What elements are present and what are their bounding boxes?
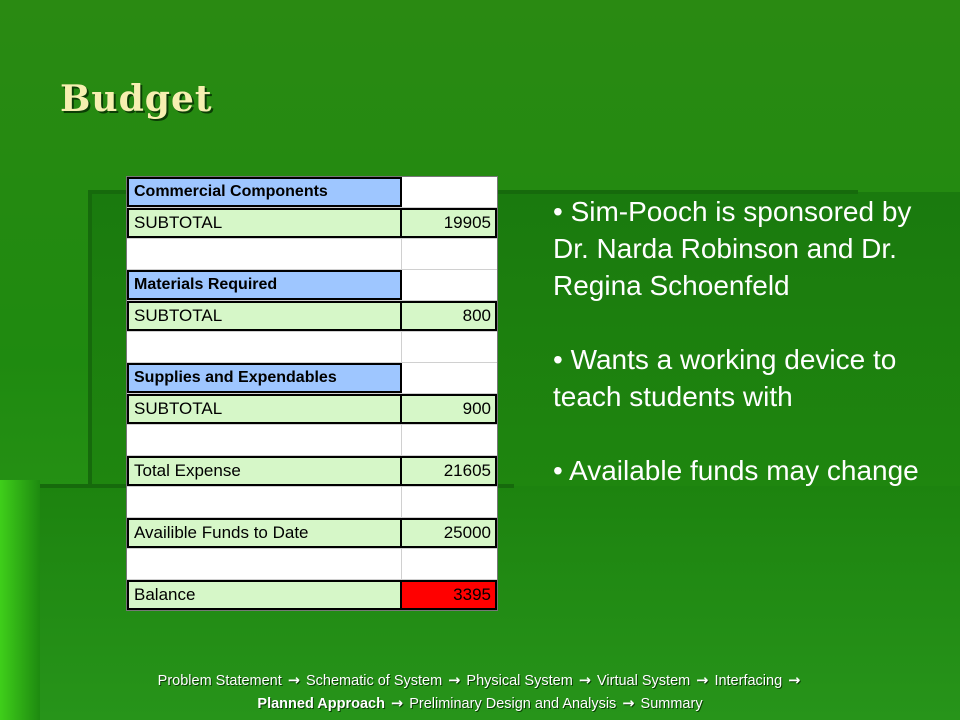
footer-nav-item[interactable]: Preliminary Design and Analysis <box>409 696 617 712</box>
row-label <box>127 487 402 517</box>
row-label <box>127 425 402 455</box>
footer-nav-item[interactable]: Problem Statement <box>157 673 282 689</box>
arrow-right-icon: → <box>622 696 635 712</box>
footer-nav-item[interactable]: Planned Approach <box>257 696 385 712</box>
table-row <box>127 456 497 487</box>
footer-nav-item[interactable]: Virtual System <box>597 673 691 689</box>
arrow-right-icon: → <box>696 673 709 689</box>
row-label: Availible Funds to Date <box>127 518 402 548</box>
footer-line-2 <box>0 693 960 716</box>
row-label: SUBTOTAL <box>127 394 402 424</box>
table-spacer-row <box>127 332 497 363</box>
table-row <box>127 580 497 610</box>
table-row <box>127 394 497 425</box>
row-label: Materials Required <box>127 270 402 300</box>
slide-title: Budget <box>60 78 213 120</box>
row-label: Supplies and Expendables <box>127 363 402 393</box>
row-label: Total Expense <box>127 456 402 486</box>
row-value: 3395 <box>402 580 497 610</box>
row-label: SUBTOTAL <box>127 301 402 331</box>
bullet-item: • Wants a working device to teach students with <box>553 344 897 412</box>
row-value <box>402 549 497 579</box>
bullet-list <box>553 193 948 489</box>
arrow-right-icon: → <box>578 673 591 689</box>
table-spacer-row <box>127 487 497 518</box>
footer-nav-item[interactable]: Interfacing <box>714 673 783 689</box>
arrow-right-icon: → <box>391 696 404 712</box>
row-label: SUBTOTAL <box>127 208 402 238</box>
row-value <box>402 177 497 207</box>
background-band-edge <box>88 192 92 492</box>
table-spacer-row <box>127 425 497 456</box>
row-label: Balance <box>127 580 402 610</box>
row-value: 25000 <box>402 518 497 548</box>
table-row <box>127 208 497 239</box>
row-value: 21605 <box>402 456 497 486</box>
arrow-right-icon: → <box>448 673 461 689</box>
table-section-header <box>127 363 497 394</box>
budget-table <box>126 176 498 611</box>
row-value: 19905 <box>402 208 497 238</box>
row-label <box>127 549 402 579</box>
row-value: 900 <box>402 394 497 424</box>
row-value <box>402 270 497 300</box>
arrow-right-icon: → <box>788 673 801 689</box>
row-value <box>402 487 497 517</box>
bullet-item: • Available funds may change <box>553 455 919 486</box>
row-value <box>402 425 497 455</box>
row-label: Commercial Components <box>127 177 402 207</box>
bullet-item: • Sim-Pooch is sponsored by Dr. Narda Robinson and Dr. Regina Schoenfeld <box>553 196 912 301</box>
row-label <box>127 332 402 362</box>
footer-nav-item[interactable]: Summary <box>640 696 703 712</box>
table-section-header <box>127 177 497 208</box>
footer-line-1 <box>0 670 960 693</box>
table-row <box>127 301 497 332</box>
row-value <box>402 363 497 393</box>
row-value: 800 <box>402 301 497 331</box>
footer-navigation <box>0 670 960 716</box>
row-value <box>402 332 497 362</box>
table-spacer-row <box>127 239 497 270</box>
footer-nav-item[interactable]: Schematic of System <box>306 673 443 689</box>
table-spacer-row <box>127 549 497 580</box>
table-section-header <box>127 270 497 301</box>
row-value <box>402 239 497 269</box>
row-label <box>127 239 402 269</box>
footer-nav-item[interactable]: Physical System <box>466 673 573 689</box>
arrow-right-icon: → <box>287 673 300 689</box>
table-row <box>127 518 497 549</box>
